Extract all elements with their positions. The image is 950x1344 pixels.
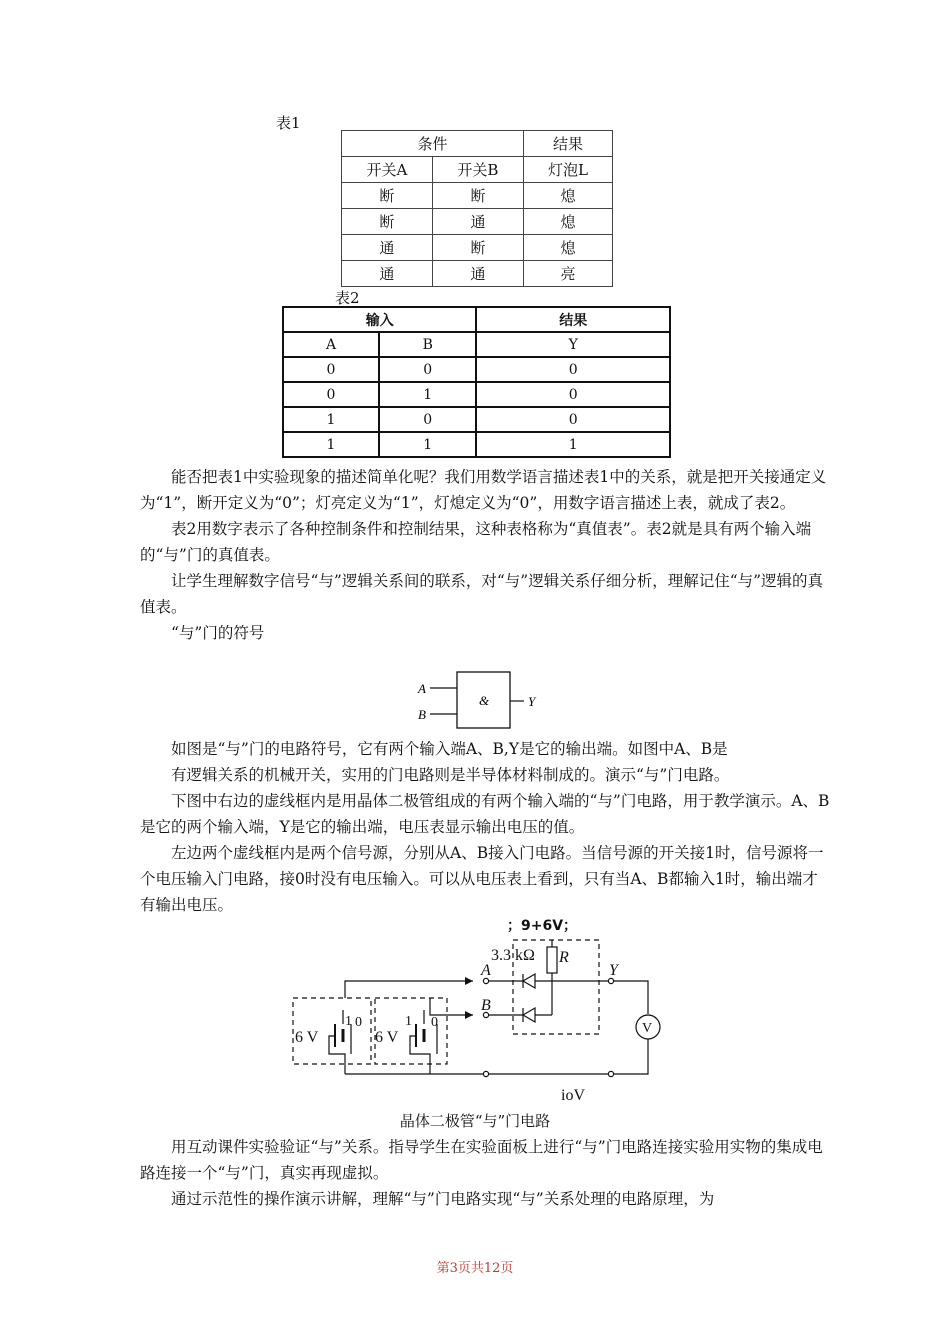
paragraph: 能否把表1中实验现象的描述简单化呢？我们用数学语言描述表1中的关系，就是把开关接通定义为“1”，断开定义为“0”；灯亮定义为“1”，灯熄定义为“0”，用数字语言描述上表，就成了表2。 <box>140 468 827 512</box>
arrow-b <box>465 1011 473 1019</box>
table2-col-header: A <box>283 332 379 357</box>
node-y <box>608 978 613 983</box>
table-cell: 熄 <box>524 209 613 235</box>
table-row <box>342 209 613 235</box>
table-cell: 断 <box>342 209 433 235</box>
source2-switch-on: 1 <box>405 1014 412 1029</box>
diode-b <box>523 1008 535 1022</box>
table2-col-header: Y <box>476 332 670 357</box>
table-cell: 1 <box>476 432 670 457</box>
ground-label: ioV <box>561 1087 585 1104</box>
wire-meter-ground <box>614 1039 648 1074</box>
source1-switch-off: 0 <box>355 1015 362 1030</box>
footer-suffix: 页 <box>500 1261 514 1276</box>
paragraph: 用互动课件实验验证“与”关系。指导学生在实验面板上进行“与”门电路连接实验用实物的集成电路连接一个“与”门，真实再现虚拟。 <box>140 1138 823 1182</box>
supply-label: ；9+6V； <box>507 918 578 934</box>
table-cell: 1 <box>283 407 379 432</box>
table-cell: 断 <box>432 183 523 209</box>
source1-voltage: 6 V <box>295 1029 319 1046</box>
table-cell: 通 <box>432 261 523 287</box>
node-a-label: A <box>481 962 491 979</box>
gate-and-label: & <box>479 693 490 708</box>
table-cell: 1 <box>283 432 379 457</box>
paragraph: 下图中右边的虚线框内是用晶体二极管组成的有两个输入端的“与”门电路，用于教学演示。A、B是它的两个输入端，Y是它的输出端，电压表显示输出电压的值。 <box>140 792 830 836</box>
table2-group-input: 输入 <box>283 307 476 332</box>
ground-node-2 <box>608 1071 613 1076</box>
source2-wire-bottom <box>410 1036 430 1074</box>
table-row <box>283 382 670 407</box>
table-cell: 通 <box>432 209 523 235</box>
footer-page-number: 3 <box>449 1261 458 1276</box>
wire-y-meter <box>614 981 648 1014</box>
table-cell: 0 <box>379 357 476 382</box>
node-b-label: B <box>481 997 491 1014</box>
table-row <box>283 432 670 457</box>
table-row <box>342 183 613 209</box>
node-y-label: Y <box>609 962 618 979</box>
table2-caption: 表2 <box>335 289 360 307</box>
circuit-caption: 晶体二极管“与”门电路 <box>399 1112 551 1130</box>
table1 <box>341 130 613 287</box>
voltmeter-label: V <box>642 1021 653 1036</box>
table1-group-result: 结果 <box>524 131 613 157</box>
gate-heading: “与”门的符号 <box>171 624 265 642</box>
source1-switch-on: 1 <box>345 1014 352 1029</box>
wire-source1-a <box>345 981 473 998</box>
arrow-a <box>465 977 473 985</box>
diode-a <box>523 974 535 988</box>
footer-middle: 页共 <box>457 1261 484 1276</box>
footer-total-pages: 12 <box>483 1261 501 1276</box>
table-cell: 0 <box>283 382 379 407</box>
footer-prefix: 第 <box>436 1261 450 1276</box>
table-cell: 亮 <box>524 261 613 287</box>
table2-group-result: 结果 <box>476 307 670 332</box>
table-row <box>342 235 613 261</box>
resistor-body <box>547 947 557 973</box>
table-cell: 通 <box>342 235 433 261</box>
table1-caption: 表1 <box>276 114 301 132</box>
gate-input-b-label: B <box>418 707 426 722</box>
table1-col-header: 灯泡L <box>524 157 613 183</box>
table1-col-header: 开关A <box>342 157 433 183</box>
paragraph: 让学生理解数字信号“与”逻辑关系间的联系，对“与”逻辑关系仔细分析，理解记住“与”逻辑的真值表。 <box>140 572 824 616</box>
table-cell: 通 <box>342 261 433 287</box>
paragraph: 如图是“与”门的电路符号，它有两个输入端A、B,Y是它的输出端。如图中A、B是 <box>171 740 728 758</box>
paragraph: 表2用数字表示了各种控制条件和控制结果，这种表格称为“真值表”。表2就是具有两个输入端的“与”门的真值表。 <box>140 520 812 564</box>
body-text-block-3 <box>140 1134 830 1212</box>
table-row <box>283 407 670 432</box>
body-text-block-1 <box>140 464 830 646</box>
paragraph: 有逻辑关系的机械开关，实用的门电路则是半导体材料制成的。演示“与”门电路。 <box>171 766 730 784</box>
and-gate-symbol <box>410 668 550 734</box>
table-cell: 0 <box>476 407 670 432</box>
table-cell: 0 <box>379 407 476 432</box>
table-cell: 熄 <box>524 235 613 261</box>
table-cell: 0 <box>476 382 670 407</box>
source2-switch-off: 0 <box>431 1015 438 1030</box>
resistor-value-label: 3.3 kΩ <box>491 947 535 964</box>
table2 <box>282 306 671 458</box>
gate-output-label: Y <box>528 694 536 709</box>
table-cell: 熄 <box>524 183 613 209</box>
table-row <box>342 261 613 287</box>
table-cell: 1 <box>379 382 476 407</box>
table1-group-condition: 条件 <box>342 131 524 157</box>
table-cell: 断 <box>432 235 523 261</box>
table1-header-row <box>342 157 613 183</box>
table-cell: 0 <box>283 357 379 382</box>
table2-col-header: B <box>379 332 476 357</box>
resistor-name-label: R <box>559 949 569 966</box>
and-gate-circuit <box>285 912 665 1110</box>
table-cell: 断 <box>342 183 433 209</box>
page-footer <box>0 1257 950 1276</box>
table-row <box>283 357 670 382</box>
body-text-block-2 <box>140 736 830 918</box>
source2-voltage: 6 V <box>375 1029 399 1046</box>
ground-node-1 <box>483 1071 488 1076</box>
table2-header-row <box>283 332 670 357</box>
paragraph: 左边两个虚线框内是两个信号源，分别从A、B接入门电路。当信号源的开关接1时，信号源将一个电压输入门电路，接0时没有电压输入。可以从电压表上看到，只有当A、B都输入1时，输出端才有输出电压。 <box>140 844 824 914</box>
table-cell: 0 <box>476 357 670 382</box>
gate-input-a-label: A <box>418 681 426 696</box>
paragraph: 通过示范性的操作演示讲解，理解“与”门电路实现“与”关系处理的电路原理，为 <box>171 1190 715 1208</box>
table1-col-header: 开关B <box>432 157 523 183</box>
table-cell: 1 <box>379 432 476 457</box>
node-a <box>483 978 488 983</box>
